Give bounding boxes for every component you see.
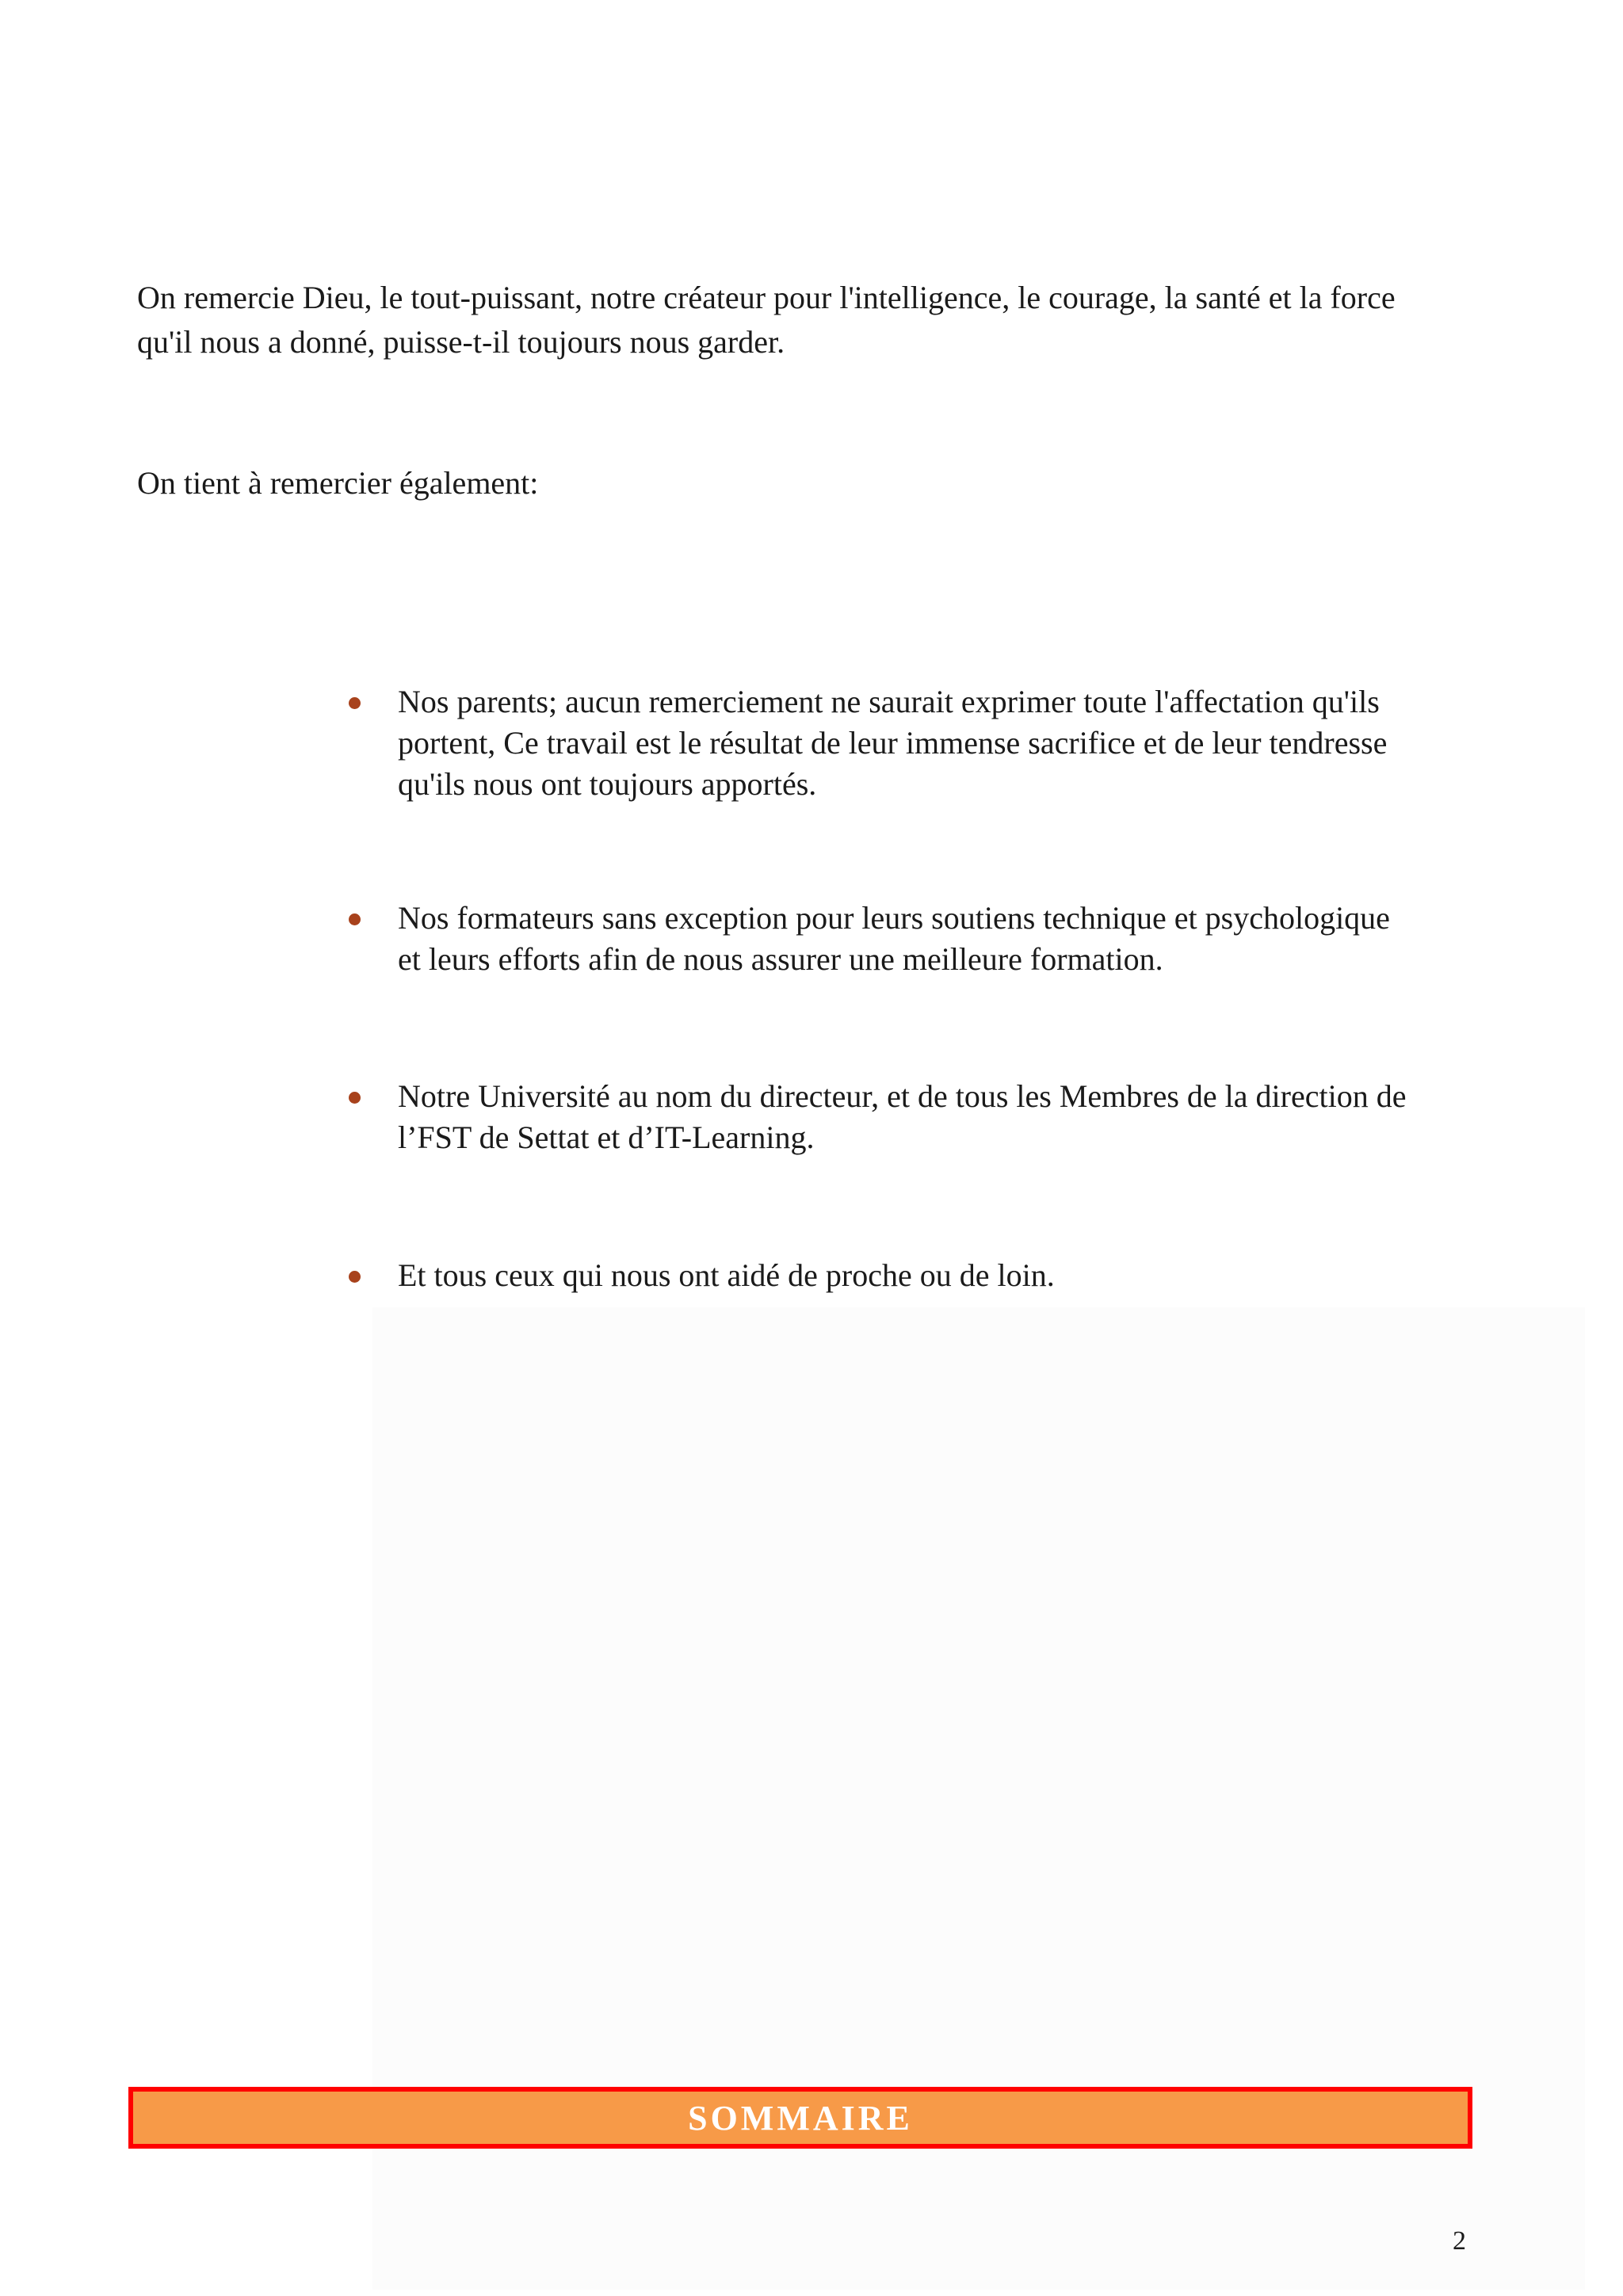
intro-paragraph (137, 276, 1468, 364)
bullet-icon (349, 697, 361, 709)
text-line: l’FST de Settat et d’IT-Learning. (398, 1119, 815, 1155)
bullet-icon (349, 913, 361, 925)
sommaire-heading-bar (128, 2087, 1472, 2149)
bullet-icon (349, 1271, 361, 1283)
intro-line-1: On remercie Dieu, le tout-puissant, notre créateur pour l'intelligence, le courage, la santé et la force (137, 280, 1396, 315)
text-line: et leurs efforts afin de nous assurer une meilleure formation. (398, 941, 1163, 977)
thanks-item-text (398, 681, 1476, 805)
text-line: Et tous ceux qui nous ont aidé de proche ou de loin. (398, 1257, 1055, 1293)
page-number: 2 (1453, 2226, 1466, 2256)
text-line: portent, Ce travail est le résultat de leur immense sacrifice et de leur tendresse (398, 725, 1388, 761)
text-line: qu'ils nous ont toujours apportés. (398, 766, 817, 802)
bullet-icon (349, 1092, 361, 1104)
thanks-item-text (398, 1255, 1476, 1296)
thanks-item-text (398, 1076, 1476, 1158)
thanks-subtitle: On tient à remercier également: (137, 465, 539, 501)
sommaire-heading: SOMMAIRE (688, 2098, 913, 2138)
intro-line-2: qu'il nous a donné, puisse-t-il toujours nous garder. (137, 324, 785, 360)
text-line: Notre Université au nom du directeur, et de tous les Membres de la direction de (398, 1078, 1407, 1114)
text-line: Nos parents; aucun remerciement ne saurait exprimer toute l'affectation qu'ils (398, 684, 1380, 719)
thanks-item-text (398, 898, 1476, 980)
text-line: Nos formateurs sans exception pour leurs soutiens technique et psychologique (398, 900, 1390, 936)
